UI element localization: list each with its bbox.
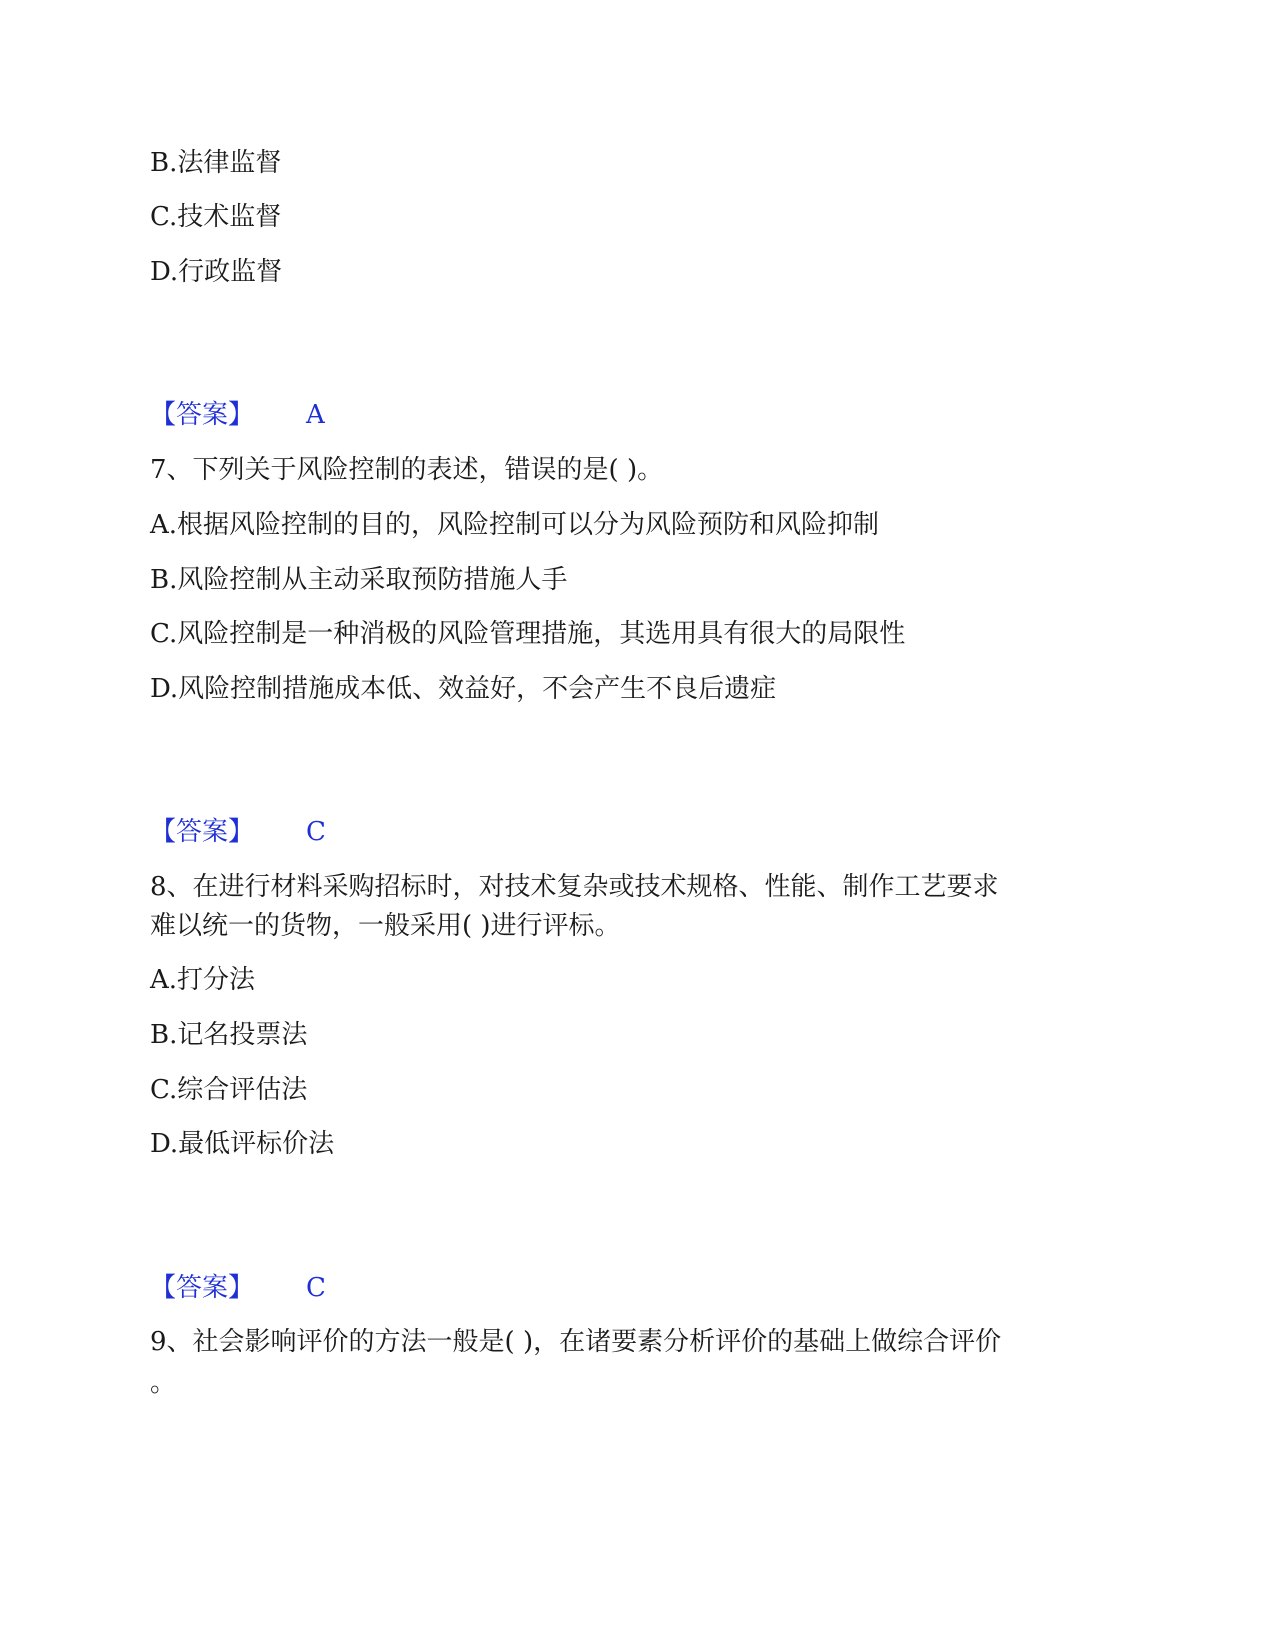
answer-value: A xyxy=(306,400,325,430)
q8-option-d: D.最低评标价法 xyxy=(150,1129,335,1159)
q7-option-b: B.风险控制从主动采取预防措施人手 xyxy=(150,565,568,595)
q8-answer xyxy=(150,1271,326,1305)
q6-option-d: D.行政监督 xyxy=(150,257,283,287)
q8-question-line2: 难以统一的货物，一般采用( )进行评标。 xyxy=(150,911,621,941)
q7-answer xyxy=(150,815,326,849)
answer-label: 【答案】 xyxy=(150,1273,255,1303)
q7-question: 7、下列关于风险控制的表述，错误的是( )。 xyxy=(150,455,664,485)
q9-question-line1: 9、社会影响评价的方法一般是( )，在诸要素分析评价的基础上做综合评价 xyxy=(150,1327,1002,1357)
q6-option-c: C.技术监督 xyxy=(150,202,282,232)
q7-option-a: A.根据风险控制的目的，风险控制可以分为风险预防和风险抑制 xyxy=(150,510,880,540)
q7-option-c: C.风险控制是一种消极的风险管理措施，其选用具有很大的局限性 xyxy=(150,619,906,649)
answer-label: 【答案】 xyxy=(150,817,255,847)
q8-option-a: A.打分法 xyxy=(150,965,256,995)
answer-value: C xyxy=(306,1273,326,1303)
q8-option-c: C.综合评估法 xyxy=(150,1075,308,1105)
q6-option-b: B.法律监督 xyxy=(150,148,282,178)
q6-answer xyxy=(150,398,325,432)
q9-question-line2: 。 xyxy=(150,1368,177,1398)
q8-option-b: B.记名投票法 xyxy=(150,1020,308,1050)
answer-value: C xyxy=(306,817,326,847)
q7-option-d: D.风险控制措施成本低、效益好，不会产生不良后遗症 xyxy=(150,674,777,704)
answer-label: 【答案】 xyxy=(150,400,255,430)
q8-question-line1: 8、在进行材料采购招标时，对技术复杂或技术规格、性能、制作工艺要求 xyxy=(150,872,999,902)
